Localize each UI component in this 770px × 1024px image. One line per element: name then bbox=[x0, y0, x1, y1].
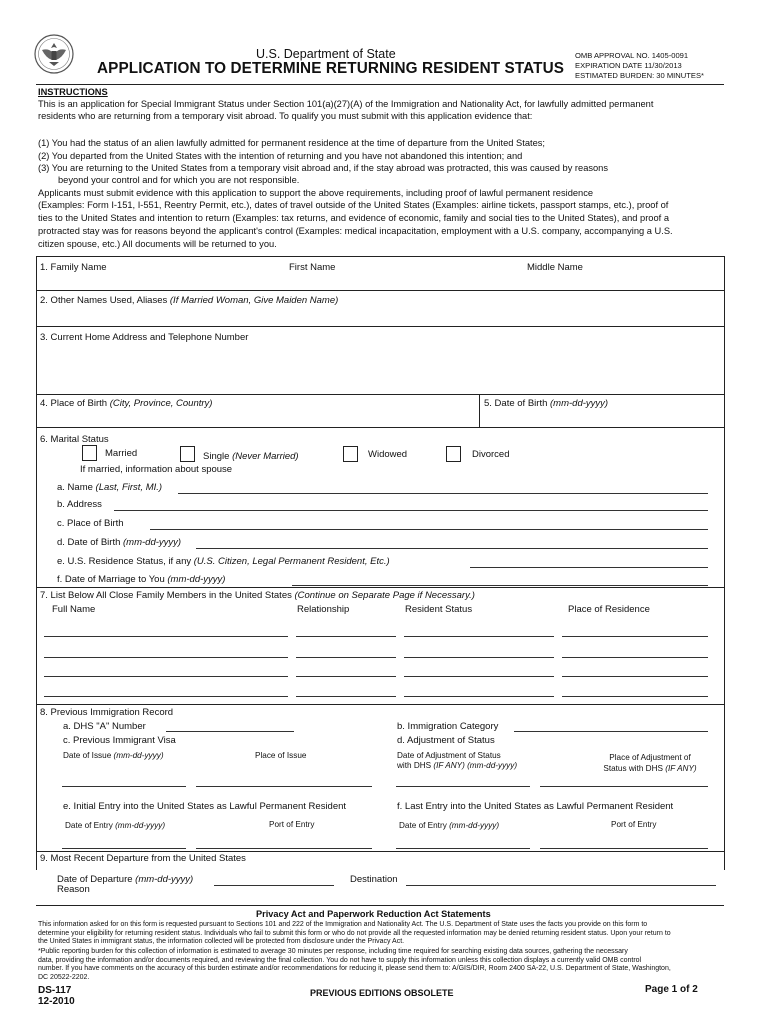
section-divider bbox=[36, 587, 724, 588]
immigration-category-field[interactable] bbox=[514, 731, 708, 732]
single-label bbox=[203, 451, 299, 462]
privacy-paragraph-1 bbox=[38, 921, 728, 947]
family-name-label bbox=[40, 262, 107, 273]
privacy-heading: Privacy Act and Paperwork Reduction Act Statements bbox=[256, 909, 491, 919]
relationship-cell[interactable] bbox=[296, 636, 396, 637]
form-title: APPLICATION TO DETERMINE RETURNING RESIDENT STATUS bbox=[97, 60, 565, 77]
resident-status-cell[interactable] bbox=[404, 696, 554, 697]
home-address-label: 3. Current Home Address and Telephone Number bbox=[40, 332, 249, 343]
issue-date-label bbox=[63, 751, 164, 760]
place-of-issue-field[interactable] bbox=[196, 786, 372, 787]
last-entry-date-hint: (mm-dd-yyyy) bbox=[449, 821, 500, 830]
last-entry-date-text: Date of Entry bbox=[399, 821, 447, 830]
instructions-body-4: protracted stay was for reasons beyond the applicant's control (Examples: medical incapacitation, employment with a U.S. company, accompanying a U.S. bbox=[38, 226, 673, 236]
header-divider bbox=[36, 84, 724, 85]
adjustment-date-with-dhs: with DHS bbox=[397, 761, 432, 770]
table-row[interactable] bbox=[44, 662, 708, 678]
marriage-date-hint: (mm-dd-yyyy) bbox=[167, 574, 226, 585]
initial-entry-date-text: Date of Entry bbox=[65, 821, 113, 830]
section-divider bbox=[36, 905, 724, 906]
section-divider bbox=[36, 256, 724, 257]
form-revision-date: 12-2010 bbox=[38, 996, 75, 1007]
date-of-birth-text: 5. Date of Birth bbox=[484, 398, 548, 409]
other-names-label bbox=[40, 295, 338, 306]
last-entry-date-field[interactable] bbox=[396, 848, 530, 849]
adjustment-date-line2 bbox=[397, 761, 517, 771]
departure-date-hint: (mm-dd-yyyy) bbox=[135, 874, 194, 885]
initial-port-field[interactable] bbox=[196, 848, 372, 849]
relationship-cell[interactable] bbox=[296, 657, 396, 658]
last-port-field[interactable] bbox=[540, 848, 708, 849]
married-checkbox[interactable] bbox=[82, 445, 97, 461]
privacy-p1-line2: determine your eligibility for returning resident status. Individuals who fail to submit this form or who do not provide all the requested information may be denied returning resident status. Upon your return to bbox=[38, 929, 671, 937]
family-members-hint: (Continue on Separate Page if Necessary.) bbox=[294, 590, 475, 601]
instructions-heading: INSTRUCTIONS bbox=[38, 87, 108, 97]
spouse-place-of-birth-field[interactable] bbox=[150, 529, 708, 530]
last-entry-date-label bbox=[399, 821, 499, 830]
privacy-p2-line3: number. If you have comments on the accuracy of this burden estimate and/or recommendations for reducing it, please send them to: A/GIS/DIR, Room 2400 SA-22, U.S. Department of State, Washington, bbox=[38, 965, 671, 972]
column-header-place-of-residence: Place of Residence bbox=[568, 604, 650, 615]
previous-visa-label: c. Previous Immigrant Visa bbox=[63, 735, 176, 746]
expiration-date: EXPIRATION DATE 11/30/2013 bbox=[575, 61, 682, 70]
column-header-full-name: Full Name bbox=[52, 604, 96, 615]
instructions-body-3: ties to the United States and intention to return (Examples: tax returns, and evidence of economic, family and social ties to the United States), and proof a bbox=[38, 213, 669, 223]
section-divider bbox=[36, 290, 724, 291]
date-of-birth-field[interactable] bbox=[482, 411, 722, 425]
spouse-name-field[interactable] bbox=[178, 493, 708, 494]
married-label: Married bbox=[105, 448, 138, 459]
date-of-marriage-field[interactable] bbox=[292, 585, 708, 586]
relationship-cell[interactable] bbox=[296, 696, 396, 697]
initial-entry-date-field[interactable] bbox=[62, 848, 186, 849]
spouse-residence-text: e. U.S. Residence Status, if any bbox=[57, 556, 192, 567]
instructions-item-3b: beyond your control and for which you are not responsible. bbox=[58, 175, 300, 185]
resident-status-cell[interactable] bbox=[404, 676, 554, 677]
family-members-text: 7. List Below All Close Family Members in the United States bbox=[40, 590, 292, 601]
issue-date-text: Date of Issue bbox=[63, 751, 112, 760]
section-divider bbox=[36, 427, 724, 428]
immigration-record-label: 8. Previous Immigration Record bbox=[40, 707, 174, 718]
privacy-paragraph-2 bbox=[38, 948, 728, 982]
form-right-border bbox=[724, 256, 725, 870]
spouse-name-text: a. Name bbox=[57, 482, 93, 493]
privacy-p2-line4: DC 20522-2202. bbox=[38, 973, 90, 981]
adjustment-place-line2 bbox=[590, 763, 710, 774]
privacy-p2-line1: *Public reporting burden for this collection of information is estimated to average 30 minutes per response, including time required for searching existing data sources, gathering the necessary bbox=[38, 948, 628, 955]
column-header-relationship: Relationship bbox=[297, 604, 350, 615]
previous-editions-notice: PREVIOUS EDITIONS OBSOLETE bbox=[310, 988, 454, 998]
departure-date-text: Date of Departure bbox=[57, 874, 133, 885]
section-divider bbox=[36, 326, 724, 327]
place-of-residence-cell[interactable] bbox=[562, 696, 708, 697]
adjustment-place-field[interactable] bbox=[540, 786, 708, 787]
date-of-birth-label bbox=[484, 398, 608, 409]
instructions-intro-2: residents who are returning from a temporary visit abroad. To qualify you must submit with this application evidence that: bbox=[38, 111, 533, 121]
section-divider bbox=[36, 851, 724, 852]
spouse-address-field[interactable] bbox=[114, 510, 708, 511]
single-text: Single bbox=[203, 451, 230, 462]
last-entry-label: f. Last Entry into the United States as Lawful Permanent Resident bbox=[397, 801, 674, 812]
departure-date-field[interactable] bbox=[214, 885, 334, 886]
reason-label: Reason bbox=[57, 884, 90, 895]
place-of-birth-label bbox=[40, 398, 212, 409]
resident-status-cell[interactable] bbox=[404, 657, 554, 658]
estimated-burden: ESTIMATED BURDEN: 30 MINUTES* bbox=[575, 71, 704, 80]
place-of-birth-field[interactable] bbox=[38, 411, 476, 425]
spouse-date-of-birth-field[interactable] bbox=[196, 548, 708, 549]
full-name-cell[interactable] bbox=[44, 676, 288, 677]
divorced-label: Divorced bbox=[472, 449, 510, 460]
initial-port-label: Port of Entry bbox=[269, 820, 315, 829]
full-name-cell[interactable] bbox=[44, 696, 288, 697]
adjustment-date-label bbox=[397, 751, 517, 771]
instructions-item-2: (2) You departed from the United States with the intention of returning and you have not abandoned this intention; and bbox=[38, 151, 523, 161]
single-hint: (Never Married) bbox=[232, 451, 299, 462]
place-of-birth-text: 4. Place of Birth bbox=[40, 398, 108, 409]
other-names-hint: (If Married Woman, Give Maiden Name) bbox=[169, 295, 339, 306]
resident-status-cell[interactable] bbox=[404, 636, 554, 637]
instructions-body-5: citizen spouse, etc.) All documents will be returned to you. bbox=[38, 239, 277, 249]
page-number: Page 1 of 2 bbox=[645, 984, 698, 995]
section-divider bbox=[36, 394, 724, 395]
destination-field[interactable] bbox=[406, 885, 716, 886]
adjustment-place-hint: (IF ANY) bbox=[665, 764, 697, 773]
home-address-field[interactable] bbox=[38, 346, 722, 392]
recent-departure-label: 9. Most Recent Departure from the United States bbox=[40, 853, 246, 864]
spouse-info-label: If married, information about spouse bbox=[80, 464, 233, 475]
table-row[interactable] bbox=[44, 643, 708, 659]
omb-approval: OMB APPROVAL NO. 1405-0091 bbox=[575, 51, 689, 60]
adjustment-of-status-label: d. Adjustment of Status bbox=[397, 735, 495, 746]
spouse-residence-status-label bbox=[57, 556, 390, 567]
date-of-birth-hint: (mm-dd-yyyy) bbox=[550, 398, 609, 409]
adjustment-date-hint: (IF ANY) (mm-dd-yyyy) bbox=[433, 761, 518, 770]
adjustment-date-line1: Date of Adjustment of Status bbox=[397, 751, 501, 760]
section-divider bbox=[36, 704, 724, 705]
adjustment-date-field[interactable] bbox=[396, 786, 530, 787]
spouse-dob-hint: (mm-dd-yyyy) bbox=[123, 537, 182, 548]
instructions-body-1: Applicants must submit evidence with this application to support the above requirements, including proof of lawful permanent residence bbox=[38, 188, 594, 198]
table-row[interactable] bbox=[44, 682, 708, 698]
marital-status-label: 6. Marital Status bbox=[40, 434, 109, 445]
full-name-cell[interactable] bbox=[44, 636, 288, 637]
place-of-residence-cell[interactable] bbox=[562, 636, 708, 637]
other-names-text: 2. Other Names Used, Aliases bbox=[40, 295, 168, 306]
spouse-place-of-birth-label: c. Place of Birth bbox=[57, 518, 124, 529]
middle-name-label: Middle Name bbox=[527, 262, 583, 273]
place-of-birth-hint: (City, Province, Country) bbox=[109, 398, 213, 409]
spouse-residence-hint: (U.S. Citizen, Legal Permanent Resident, Etc.) bbox=[193, 556, 390, 567]
column-header-resident-status: Resident Status bbox=[405, 604, 473, 615]
family-name-field[interactable] bbox=[38, 274, 283, 288]
last-port-label: Port of Entry bbox=[611, 820, 657, 829]
instructions-item-1: (1) You had the status of an alien lawfully admitted for permanent residence at the time of departure from the United States; bbox=[38, 138, 545, 148]
initial-entry-date-label bbox=[65, 821, 165, 830]
immigration-category-label: b. Immigration Category bbox=[397, 721, 499, 732]
widowed-checkbox[interactable] bbox=[343, 446, 358, 462]
first-name-label: First Name bbox=[289, 262, 336, 273]
place-of-residence-cell[interactable] bbox=[562, 657, 708, 658]
full-name-cell[interactable] bbox=[44, 657, 288, 658]
department-seal bbox=[34, 34, 74, 74]
column-divider bbox=[479, 394, 480, 427]
privacy-p1-line3: the United States in immigrant status, the information collected will be protected from disclosure under the Privacy Act. bbox=[38, 938, 405, 945]
form-left-border bbox=[36, 256, 37, 870]
department-name: U.S. Department of State bbox=[256, 47, 396, 61]
privacy-p1-line1: This information asked for on this form is requested pursuant to Sections 101 and 222 of the Immigration and Nationality Act. The U.S. Department of State uses the facts you provide on this form to bbox=[38, 921, 648, 928]
spouse-address-label: b. Address bbox=[57, 499, 102, 510]
initial-entry-label: e. Initial Entry into the United States as Lawful Permanent Resident bbox=[63, 801, 347, 812]
instructions-item-3a: (3) You are returning to the United States from a temporary visit abroad and, if the stay abroad was protracted, this was caused by reasons bbox=[38, 163, 608, 173]
issue-date-hint: (mm-dd-yyyy) bbox=[113, 751, 164, 760]
first-name-field[interactable] bbox=[287, 274, 522, 288]
family-members-label bbox=[40, 590, 475, 601]
adjustment-place-with-dhs: Status with DHS bbox=[603, 764, 663, 773]
table-row[interactable] bbox=[44, 622, 708, 638]
place-of-issue-label: Place of Issue bbox=[255, 751, 307, 760]
family-name-text: 1. Family Name bbox=[40, 262, 107, 273]
divorced-checkbox[interactable] bbox=[446, 446, 461, 462]
spouse-name-label bbox=[57, 482, 162, 493]
spouse-date-of-birth-label bbox=[57, 537, 181, 548]
privacy-p2-line2: data, providing the information and/or documents required, and reviewing the final collection. You do not have to supply this information unless this collection displays a currently valid OMB control bbox=[38, 956, 642, 964]
widowed-label: Widowed bbox=[368, 449, 408, 460]
place-of-residence-cell[interactable] bbox=[562, 676, 708, 677]
adjustment-place-label bbox=[590, 752, 710, 774]
spouse-dob-text: d. Date of Birth bbox=[57, 537, 121, 548]
destination-label: Destination bbox=[350, 874, 398, 885]
single-checkbox[interactable] bbox=[180, 446, 195, 462]
date-of-marriage-label bbox=[57, 574, 225, 585]
instructions-body-2: (Examples: Form I-151, I-551, Reentry Permit, etc.), dates of travel outside of the United States (Examples: airline tickets, passport stamps, etc.), proof of bbox=[38, 200, 669, 210]
adjustment-place-line1: Place of Adjustment of bbox=[609, 753, 691, 762]
middle-name-field[interactable] bbox=[525, 274, 722, 288]
spouse-residence-status-field[interactable] bbox=[470, 567, 708, 568]
issue-date-field[interactable] bbox=[62, 786, 186, 787]
dhs-a-number-label: a. DHS "A" Number bbox=[63, 721, 146, 732]
initial-entry-date-hint: (mm-dd-yyyy) bbox=[115, 821, 166, 830]
dhs-a-number-field[interactable] bbox=[166, 731, 294, 732]
relationship-cell[interactable] bbox=[296, 676, 396, 677]
form-number: DS-117 bbox=[38, 985, 72, 996]
other-names-field[interactable] bbox=[38, 308, 722, 324]
marriage-date-text: f. Date of Marriage to You bbox=[57, 574, 165, 585]
spouse-name-hint: (Last, First, MI.) bbox=[95, 482, 163, 493]
instructions-intro-1: This is an application for Special Immigrant Status under Section 101(a)(27)(A) of the Immigration and Nationality Act, for lawfully admitted permanent bbox=[38, 99, 654, 109]
